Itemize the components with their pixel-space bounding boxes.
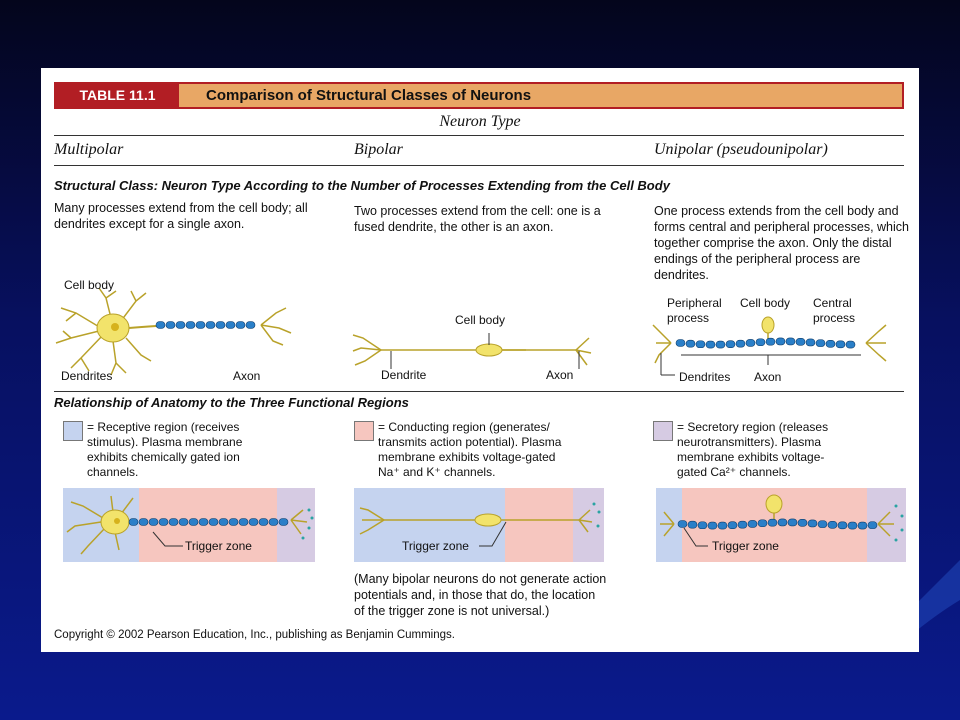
functional-regions-heading: Relationship of Anatomy to the Three Functional Regions (54, 395, 409, 410)
myelin-segment (196, 322, 205, 329)
table-panel (41, 68, 919, 652)
myelin-segment (678, 521, 687, 528)
myelin-segment (816, 340, 825, 347)
myelin-segment (768, 519, 777, 526)
myelin-segment (748, 520, 757, 527)
multipolar-functional-axon (129, 519, 288, 526)
myelin-segment (728, 522, 737, 529)
legend-line: stimulus). Plasma membrane (87, 435, 243, 449)
myelin-segment (736, 340, 745, 347)
myelin-segment (806, 339, 815, 346)
myelin-segment (169, 519, 178, 526)
bipolar-axon-label: Axon (546, 368, 574, 382)
multipolar-dendrites-label: Dendrites (61, 369, 113, 383)
legend-line: neurotransmitters). Plasma (677, 435, 822, 449)
bipolar-cell-body-label: Cell body (455, 313, 506, 327)
myelin-segment (159, 519, 168, 526)
myelin-segment (279, 519, 288, 526)
note-line: (Many bipolar neurons do not generate action (354, 572, 607, 586)
myelin-segment (209, 519, 218, 526)
myelin-segment (189, 519, 198, 526)
neuron-type-label: Neuron Type (439, 113, 521, 130)
unipolar-axon-segments (676, 338, 855, 348)
legend-line: membrane exhibits voltage-gated (378, 450, 556, 464)
myelin-segment (219, 519, 228, 526)
bipolar-dendrite-label: Dendrite (381, 368, 427, 382)
bipolar-functional-neuron (354, 488, 604, 562)
multipolar-axon-segments (156, 322, 255, 329)
column-header-multipolar: Multipolar (54, 141, 124, 158)
legend-line: exhibits chemically gated ion (87, 450, 240, 464)
legend-line: membrane exhibits voltage- (677, 450, 825, 464)
myelin-segment (716, 341, 725, 348)
bipolar-functional-diagram (354, 488, 604, 562)
myelin-segment (726, 341, 735, 348)
note-line: of the trigger zone is not universal.) (354, 604, 550, 618)
legend-line: gated Ca²⁺ channels. (677, 465, 791, 479)
copyright-notice: Copyright © 2002 Pearson Education, Inc., publishing as Benjamin Cummings. (54, 629, 455, 641)
myelin-segment (139, 519, 148, 526)
myelin-segment (706, 341, 715, 348)
divider (54, 165, 904, 166)
myelin-segment (836, 341, 845, 348)
myelin-segment (186, 322, 195, 329)
unipolar-functional-axon (678, 519, 877, 529)
myelin-segment (788, 519, 797, 526)
myelin-segment (786, 338, 795, 345)
myelin-segment (758, 520, 767, 527)
myelin-segment (858, 522, 867, 529)
legend-line: = Receptive region (receives (87, 420, 240, 434)
unipolar-axon-label: Axon (754, 370, 782, 384)
divider (54, 135, 904, 136)
myelin-segment (808, 520, 817, 527)
legend-line: = Secretory region (releases (677, 420, 829, 434)
myelin-segment (696, 341, 705, 348)
multipolar-functional-diagram (63, 488, 315, 562)
myelin-segment (166, 322, 175, 329)
myelin-segment (216, 322, 225, 329)
bipolar-description: Two processes extend from the cell: one is a fused dendrite, the other is an axon. (354, 204, 601, 234)
trigger-zone-label: Trigger zone (402, 539, 469, 553)
myelin-segment (766, 338, 775, 345)
myelin-segment (226, 322, 235, 329)
multipolar-cell-body-label: Cell body (64, 278, 115, 292)
myelin-segment (249, 519, 258, 526)
myelin-segment (778, 519, 787, 526)
myelin-segment (176, 322, 185, 329)
table-title: Comparison of Structural Classes of Neurons (206, 87, 532, 104)
unipolar-functional-neuron (656, 488, 906, 562)
unipolar-description: One process extends from the cell body and forms central and peripheral processes, which together comprise the axon. Only the distal endings of the peripheral process are dendrites. (654, 204, 909, 282)
legend-line: Na⁺ and K⁺ channels. (378, 465, 496, 479)
column-header-bipolar: Bipolar (354, 141, 403, 158)
myelin-segment (206, 322, 215, 329)
myelin-segment (156, 322, 165, 329)
legend-line: channels. (87, 465, 139, 479)
legend-line: = Conducting region (generates/ (378, 420, 550, 434)
myelin-segment (259, 519, 268, 526)
myelin-segment (129, 519, 138, 526)
myelin-segment (718, 522, 727, 529)
receptive-region-swatch (63, 421, 83, 441)
myelin-segment (756, 339, 765, 346)
myelin-segment (269, 519, 278, 526)
myelin-segment (826, 340, 835, 347)
myelin-segment (179, 519, 188, 526)
bipolar-note (354, 571, 606, 619)
unipolar-functional-diagram (656, 488, 906, 562)
note-line: potentials and, in those that do, the location (354, 588, 596, 602)
divider (54, 391, 904, 392)
multipolar-axon-label: Axon (233, 369, 261, 383)
secretory-region-legend (677, 420, 828, 480)
myelin-segment (149, 519, 158, 526)
myelin-segment (818, 521, 827, 528)
unipolar-dendrites-label: Dendrites (679, 370, 731, 384)
myelin-segment (796, 338, 805, 345)
column-header-unipolar: Unipolar (pseudounipolar) (654, 141, 828, 158)
table-title-bar (54, 82, 904, 109)
myelin-segment (846, 341, 855, 348)
trigger-zone-label: Trigger zone (185, 539, 252, 553)
myelin-segment (686, 340, 695, 347)
myelin-segment (746, 339, 755, 346)
myelin-segment (698, 522, 707, 529)
trigger-zone-label: Trigger zone (712, 539, 779, 553)
myelin-segment (848, 522, 857, 529)
myelin-segment (236, 322, 245, 329)
unipolar-central-process-label: Central process (813, 296, 856, 325)
legend-line: transmits action potential). Plasma (378, 435, 562, 449)
myelin-segment (868, 522, 877, 529)
unipolar-peripheral-process-label: Peripheral process (667, 296, 722, 325)
myelin-segment (239, 519, 248, 526)
myelin-segment (229, 519, 238, 526)
conducting-region-swatch (354, 421, 374, 441)
conducting-region-legend (378, 420, 561, 480)
myelin-segment (828, 521, 837, 528)
myelin-segment (738, 521, 747, 528)
myelin-segment (838, 522, 847, 529)
myelin-segment (708, 522, 717, 529)
unipolar-cell-body-label: Cell body (740, 296, 791, 310)
multipolar-description: Many processes extend from the cell body; all dendrites except for a single axon. (54, 201, 308, 231)
receptive-region-legend (87, 420, 242, 480)
table-number: TABLE 11.1 (56, 84, 179, 107)
myelin-segment (246, 322, 255, 329)
myelin-segment (776, 338, 785, 345)
myelin-segment (688, 521, 697, 528)
secretory-region-swatch (653, 421, 673, 441)
myelin-segment (676, 340, 685, 347)
structural-class-heading: Structural Class: Neuron Type According to the Number of Processes Extending from the Cell Body (54, 178, 670, 193)
myelin-segment (199, 519, 208, 526)
myelin-segment (798, 519, 807, 526)
